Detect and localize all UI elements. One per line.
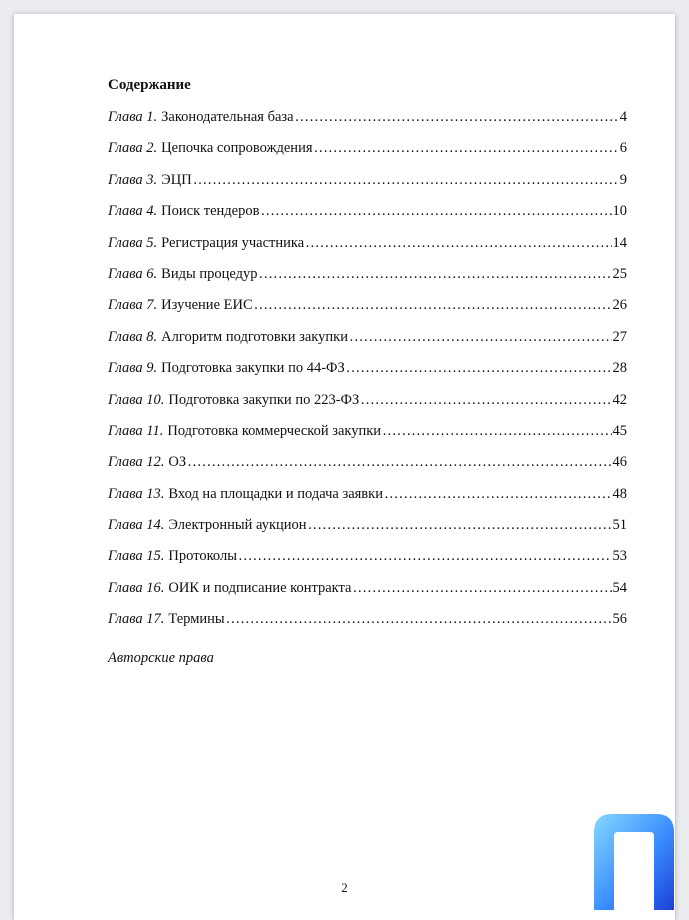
toc-entry[interactable] [108, 297, 627, 328]
chapter-number: Глава 5. [108, 234, 158, 251]
chapter-page: 48 [612, 485, 627, 502]
chapter-page: 27 [612, 328, 627, 345]
chapter-page: 45 [612, 422, 627, 439]
chapter-page: 6 [619, 140, 627, 157]
chapter-title: Цепочка сопровождения [161, 140, 313, 157]
toc-entry[interactable] [108, 548, 627, 579]
chapter-page: 9 [619, 171, 627, 188]
copyright-link[interactable]: Авторские права [108, 650, 214, 666]
chapter-title: Поиск тендеров [161, 203, 260, 220]
chapter-title: Термины [168, 611, 225, 628]
chapter-title: Подготовка коммерческой закупки [167, 422, 382, 439]
toc-title: Содержание [108, 77, 191, 93]
toc-entry[interactable] [108, 580, 627, 611]
chapter-page: 28 [612, 360, 627, 377]
chapter-title: Алгоритм подготовки закупки [161, 328, 348, 345]
chapter-number: Глава 2. [108, 140, 158, 157]
table-of-contents [108, 109, 627, 643]
chapter-page: 51 [612, 517, 627, 534]
toc-entry[interactable] [108, 611, 627, 642]
toc-entry[interactable] [108, 360, 627, 391]
chapter-page: 4 [619, 109, 627, 125]
dot-leader [384, 486, 612, 503]
toc-entry[interactable] [108, 235, 627, 266]
toc-entry[interactable] [108, 329, 627, 360]
chapter-title: Изучение ЕИС [161, 297, 253, 314]
toc-entry[interactable] [108, 392, 627, 423]
chapter-number: Глава 14. [108, 517, 165, 534]
document-page [14, 14, 675, 920]
dot-leader [382, 423, 611, 440]
chapter-title: Подготовка закупки по 44-ФЗ [161, 360, 345, 377]
chapter-page: 14 [612, 234, 627, 251]
toc-entry[interactable] [108, 266, 627, 297]
dot-leader [360, 392, 611, 409]
chapter-number: Глава 11. [108, 422, 164, 439]
toc-entry[interactable] [108, 486, 627, 517]
toc-entry[interactable] [108, 454, 627, 485]
dot-leader [238, 548, 612, 565]
chapter-title: Электронный аукцион [168, 517, 307, 534]
chapter-number: Глава 16. [108, 579, 165, 596]
chapter-number: Глава 9. [108, 360, 158, 377]
chapter-title: ЭЦП [161, 171, 192, 188]
chapter-page: 56 [612, 611, 627, 628]
dot-leader [349, 329, 612, 346]
chapter-title: Регистрация участника [161, 234, 305, 251]
chapter-number: Глава 6. [108, 265, 158, 282]
dot-leader [346, 360, 612, 377]
dot-leader [259, 266, 612, 283]
chapter-number: Глава 7. [108, 297, 158, 314]
chapter-page: 10 [612, 203, 627, 220]
toc-entry[interactable] [108, 172, 627, 203]
chapter-page: 53 [612, 548, 627, 565]
chapter-number: Глава 1. [108, 109, 158, 125]
chapter-number: Глава 12. [108, 454, 165, 471]
chapter-title: Вход на площадки и подача заявки [168, 485, 383, 502]
dot-leader [193, 172, 619, 189]
chapter-title: Виды процедур [161, 265, 258, 282]
chapter-number: Глава 13. [108, 485, 165, 502]
dot-leader [187, 454, 611, 471]
chapter-title: Законодательная база [161, 109, 294, 125]
chapter-number: Глава 15. [108, 548, 165, 565]
chapter-number: Глава 17. [108, 611, 165, 628]
chapter-page: 25 [612, 265, 627, 282]
dot-leader [308, 517, 612, 534]
chapter-page: 54 [612, 579, 627, 596]
dot-leader [254, 297, 612, 314]
brand-logo-icon [590, 810, 680, 914]
dot-leader [352, 580, 611, 597]
dot-leader [295, 109, 619, 126]
chapter-title: Подготовка закупки по 223-ФЗ [168, 391, 360, 408]
chapter-number: Глава 8. [108, 328, 158, 345]
page-number: 2 [341, 880, 348, 895]
chapter-number: Глава 10. [108, 391, 165, 408]
dot-leader [226, 611, 612, 628]
chapter-page: 46 [612, 454, 627, 471]
toc-entry[interactable] [108, 140, 627, 171]
chapter-number: Глава 4. [108, 203, 158, 220]
chapter-title: ОИК и подписание контракта [168, 579, 352, 596]
chapter-page: 26 [612, 297, 627, 314]
dot-leader [260, 203, 611, 220]
toc-entry[interactable] [108, 423, 627, 454]
dot-leader [314, 140, 619, 157]
toc-entry[interactable] [108, 517, 627, 548]
dot-leader [305, 235, 611, 252]
chapter-number: Глава 3. [108, 171, 158, 188]
toc-entry[interactable] [108, 109, 627, 140]
chapter-title: ОЗ [168, 454, 187, 471]
toc-entry[interactable] [108, 203, 627, 234]
chapter-title: Протоколы [168, 548, 237, 565]
chapter-page: 42 [612, 391, 627, 408]
